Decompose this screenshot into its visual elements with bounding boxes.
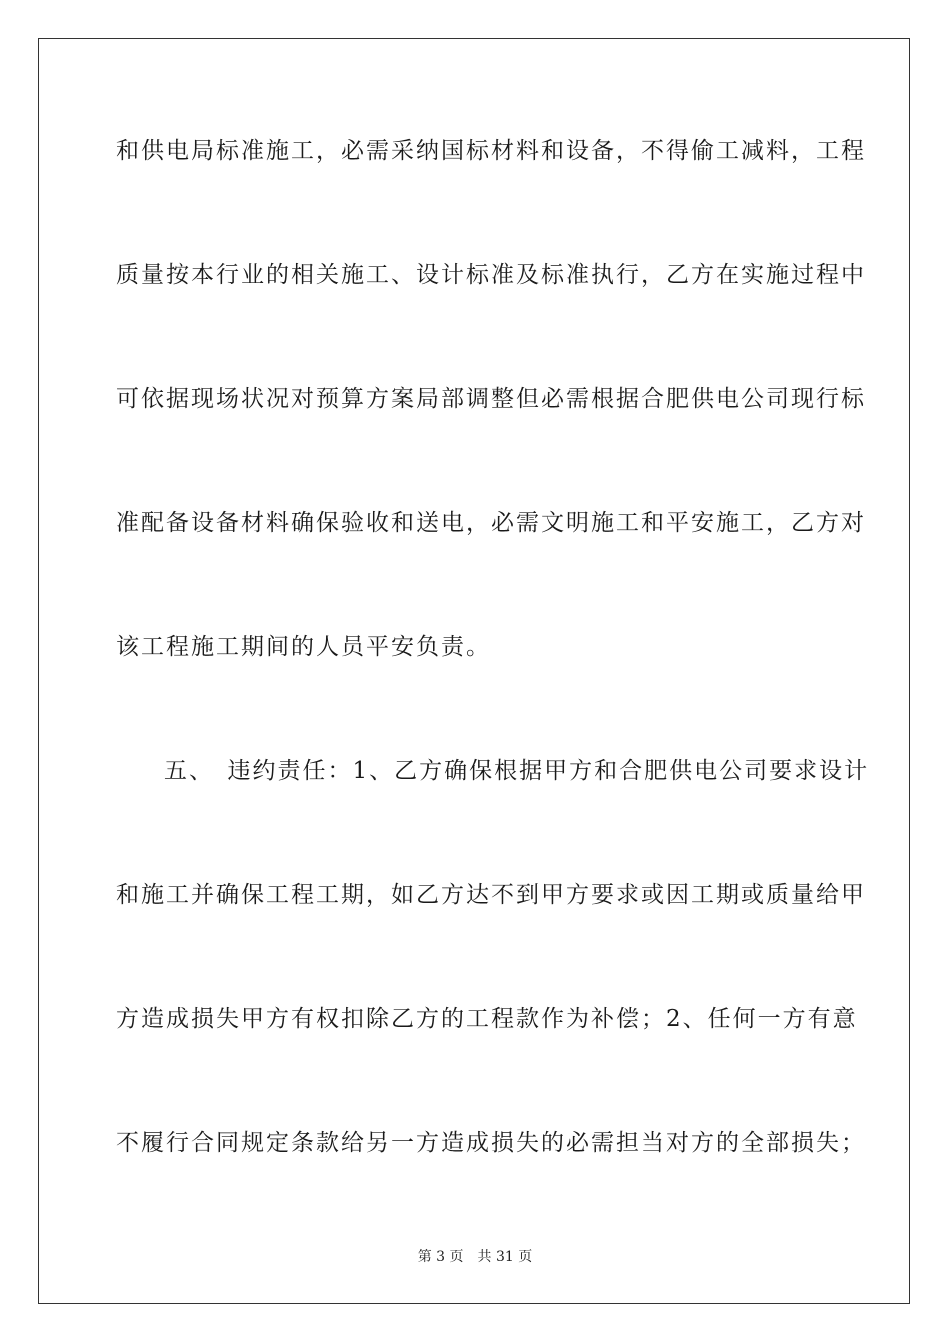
paragraph-line: 准配备设备材料确保验收和送电，必需文明施工和平安施工，乙方对 — [116, 510, 866, 536]
paragraph-line: 可依据现场状况对预算方案局部调整但必需根据合肥供电公司现行标 — [116, 386, 866, 412]
section-heading-line: 五、 违约责任：1、乙方确保根据甲方和合肥供电公司要求设计 — [164, 758, 870, 784]
paragraph-line: 和供电局标准施工，必需采纳国标材料和设备，不得偷工减料，工程 — [116, 138, 866, 164]
paragraph-line: 方造成损失甲方有权扣除乙方的工程款作为补偿；2、任何一方有意 — [116, 1006, 858, 1032]
paragraph-line: 和施工并确保工程工期，如乙方达不到甲方要求或因工期或质量给甲 — [116, 882, 866, 908]
page-number-footer: 第 3 页 共 31 页 — [417, 1249, 533, 1265]
paragraph-line: 该工程施工期间的人员平安负责。 — [116, 634, 491, 660]
paragraph-line: 不履行合同规定条款给另一方造成损失的必需担当对方的全部损失； — [116, 1130, 866, 1156]
paragraph-line: 质量按本行业的相关施工、设计标准及标准执行，乙方在实施过程中 — [116, 262, 866, 288]
page-border — [38, 38, 910, 1304]
